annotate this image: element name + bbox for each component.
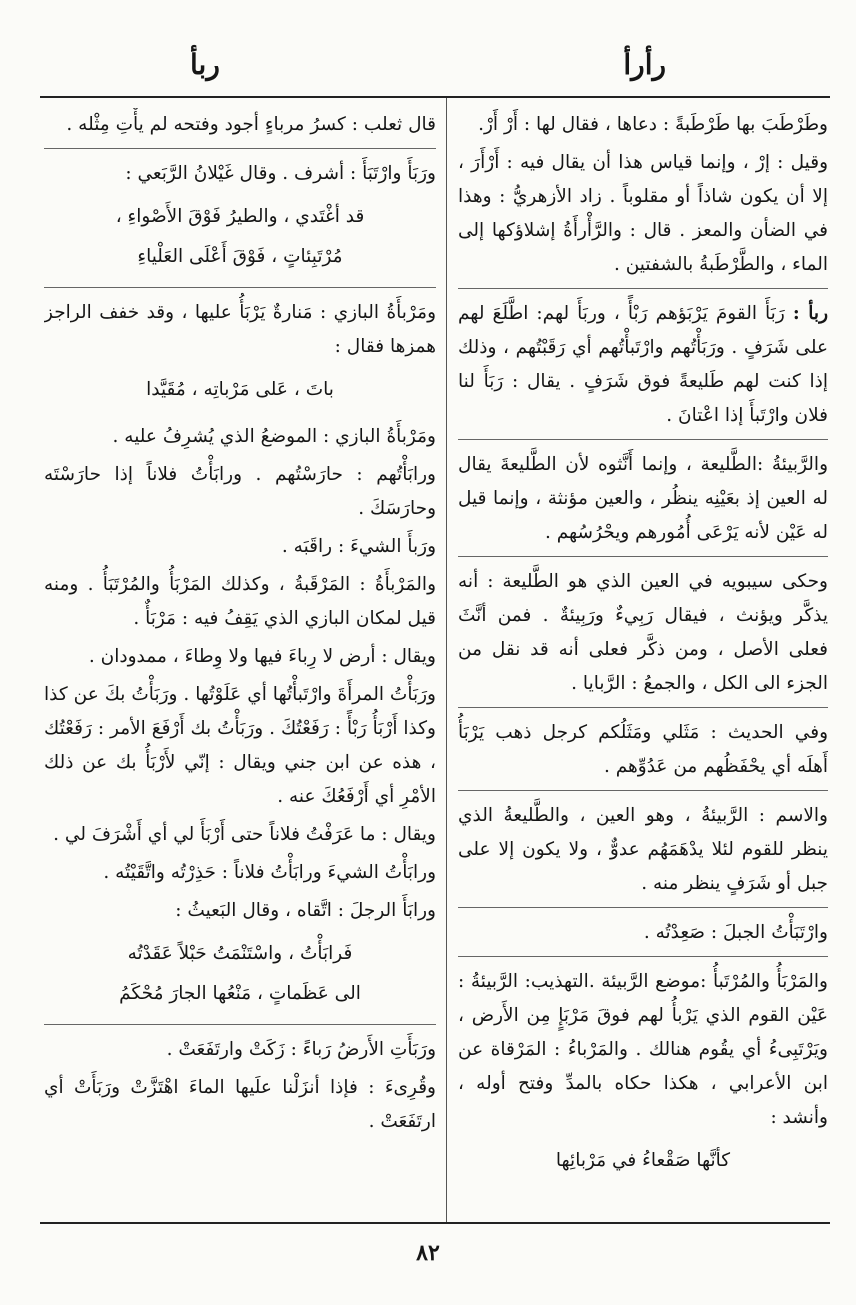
paragraph: قال ثعلب : كسرُ مرباءٍ أجود وفتحه لم يأْتِ مِثْله . (66, 114, 436, 135)
separator (458, 790, 828, 791)
header-right-word: رأرأ (623, 48, 666, 81)
paragraph: ورَبَأَتِ الأَرضُ رَباءً : زَكَتْ وارتَفَعَتْ . (166, 1039, 436, 1060)
paragraph: والمَرْبأَةُ : المَرْقَبةُ ، وكذلك المَرْبَأُ والمُرْتَبَأُ . ومنه قيل لمكان البازي الذي يَقِفُ فيه : مَرْبَأٌ . (44, 574, 436, 629)
entry-text: رَبَأَ القومَ يَرْبَؤهم رَبْأً ، وربَأَ لهم: اطَّلَعَ لهم على شَرَفٍ . ورَبَأْتُهم وارْتَبأْتُهم أي رَقَبْتُهم ، وذلك إذا كنت لهم طَليعةً فوق شَرَفٍ . يقال : رَبَأَ لنا فلان وارْتَبأَ إذا اعْتانَ . (458, 303, 828, 426)
paragraph: ويقال : أرض لا رِباءَ فيها ولا وِطاءَ ، ممدودان . (88, 646, 436, 667)
entry-paragraph (458, 297, 828, 433)
paragraph: وقيل : إرْ ، وإنما قياس هذا أن يقال فيه : أَرْأَرَ ، إلا أن يكون شاذاً أو مقلوباً . زاد الأزهريُّ : وهذا في الضأن والمعز . قال : والرَّأْرأَةُ إشلاؤكها إلى الماء ، والطَّرْطَبةُ بالشفتين . (458, 152, 828, 275)
verse-line: قد أغْتَدي ، والطيرُ فَوْقَ الأَصْواءِ ، (115, 206, 365, 227)
right-column (458, 108, 828, 1213)
verse-line: كأنَّها صَقْعاءُ في مَرْبائِها (555, 1150, 731, 1171)
verse (458, 1141, 828, 1181)
separator (458, 956, 828, 957)
paragraph: والاسم : الرَّبيئةُ ، وهو العين ، والطَّليعةُ الذي ينظر للقوم لئلا يدْهَمَهُم عدوٌّ ، ولا يكون إلا على جبل أو شَرَفٍ ينظر منه . (458, 805, 828, 894)
header-rule (40, 96, 830, 98)
paragraph: والرَّبيئةُ :الطَّليعة ، وإنما أَنَّثوه لأن الطَّليعةَ يقال له العين إذ بعَيْنِه ينظُر ، والعين مؤنثة ، وإنما قيل له عَيْن لأنه يَرْعَى أُمُورهم ويحْرُسُهم . (458, 454, 828, 543)
separator (44, 287, 436, 288)
paragraph: وحكى سيبويه في العين الذي هو الطَّليعة : أنه يذكَّر ويؤنث ، فيقال رَبِيءٌ ورَبِيئةٌ . فمن أنَّثَ فعلى الأصل ، ومن ذكَّر فعلى أنه قد نقل من الجزء الى الكل ، والجمعُ : الرَّبايا . (458, 571, 828, 694)
paragraph: وفي الحديث : مَثَلي ومَثَلُكم كرجل ذهب يَرْبَأُ أَهلَه أي يحْفَظُهم من عَدُوِّهم . (458, 722, 828, 777)
paragraph: ورابَأَ الرجلَ : اتَّقاه ، وقال البَعيثُ : (175, 900, 436, 921)
paragraph: ورَبَأَ وارْتَبَأَ : أشرف . وقال غَيْلانُ الرَّبَعي : (125, 163, 436, 184)
paragraph: وطَرْطَبَ بها طَرْطَبةً : دعاها ، فقال لها : أَرْ أَرْ. (478, 114, 828, 135)
separator (458, 439, 828, 440)
paragraph: ورَبأَ الشيءَ : راقَبَه . (281, 536, 436, 557)
paragraph: ورَبَأْتُ المرأَةَ وارْتَبأْتُها أي عَلَوْتُها . ورَبَأْتُ بكَ عن كذا وكذا أَرْبَأُ رَبْأً : رَفَعْتُكَ . ورَبَأْتُ بك أَرْفَعَ الأمر : رَفَعْتُك ، هذه عن ابن جني ويقال : إنّي لأَرْبَأُ بك عن ذلك الأمْرِ أي أَرْفَعُكَ عنه . (44, 684, 436, 807)
separator (458, 707, 828, 708)
verse-line: الى عَظَماتٍ ، مَنْعُها الجارَ مُحْكَمُ (119, 983, 361, 1004)
verse-line: مُرْتَبِئاتٍ ، فَوْقَ أَعْلَى العَلْياءِ (137, 246, 343, 267)
paragraph: ومَرْبأَةُ البازي : مَنارةٌ يَرْبَأُ عليها ، وقد خفف الراجز همزها فقال : (44, 302, 436, 357)
separator (458, 907, 828, 908)
paragraph: ومَرْبأَةُ البازي : الموضعُ الذي يُشرِفُ عليه . (112, 426, 436, 447)
verse (44, 370, 436, 410)
page-number: ٨٢ (416, 1240, 440, 1266)
column-divider (446, 98, 447, 1222)
paragraph: ويقال : ما عَرَفْتُ فلاناً حتى أَرْبَأَ لي أي أَشْرَفَ لي . (53, 824, 436, 845)
paragraph: والمَرْبَأُ والمُرْتَبأُ :موضع الرَّبيئة .التهذيب: الرَّبيئةُ : عَيْن القوم الذي يَرْبأُ لهم فوقَ مَرْبَإٍ مِن الأَرض ، ويَرْتَبِىءُ أي يقُوم هنالك . والمَرْباءُ : المَرْقاة عن ابن الأعرابي ، هكذا حكاه بالمدِّ وفتح أوله ، وأنشد : (458, 971, 828, 1128)
verse-line: فَرابَأْتُ ، واسْتَنْمَتُ حَبْلاً عَقَدْتُه (127, 943, 353, 964)
separator (44, 1024, 436, 1025)
separator (44, 148, 436, 149)
verse (44, 197, 436, 277)
header-left-word: ربأ (190, 48, 220, 81)
footer-rule (40, 1222, 830, 1224)
paragraph: وقُرِىءَ : فإذا أنزَلْنا علَيها الماءَ اهْتَزَّتْ ورَبَأَتْ أي ارتَفَعَتْ . (44, 1077, 436, 1132)
page-header (0, 48, 856, 88)
left-column (44, 108, 436, 1213)
entry-headword: ربأ : (792, 303, 828, 324)
paragraph: وارْتَبَأْتُ الجبلَ : صَعِدْتُه . (643, 922, 828, 943)
entry-separator (458, 288, 828, 289)
paragraph: ورابَأْتُ الشيءَ ورابَأْتُ فلاناً : حَذِرْتُه واتَّقَيْتُه . (103, 862, 436, 883)
verse-line: باتَ ، عَلى مَرْباتِه ، مُقَيَّدا (146, 379, 334, 400)
verse (44, 934, 436, 1014)
separator (458, 556, 828, 557)
paragraph: ورابَأْتُهم : حارَسْتُهم . ورابَأْتُ فلاناً إذا حارَسْتَه وحارَسَكَ . (44, 464, 436, 519)
